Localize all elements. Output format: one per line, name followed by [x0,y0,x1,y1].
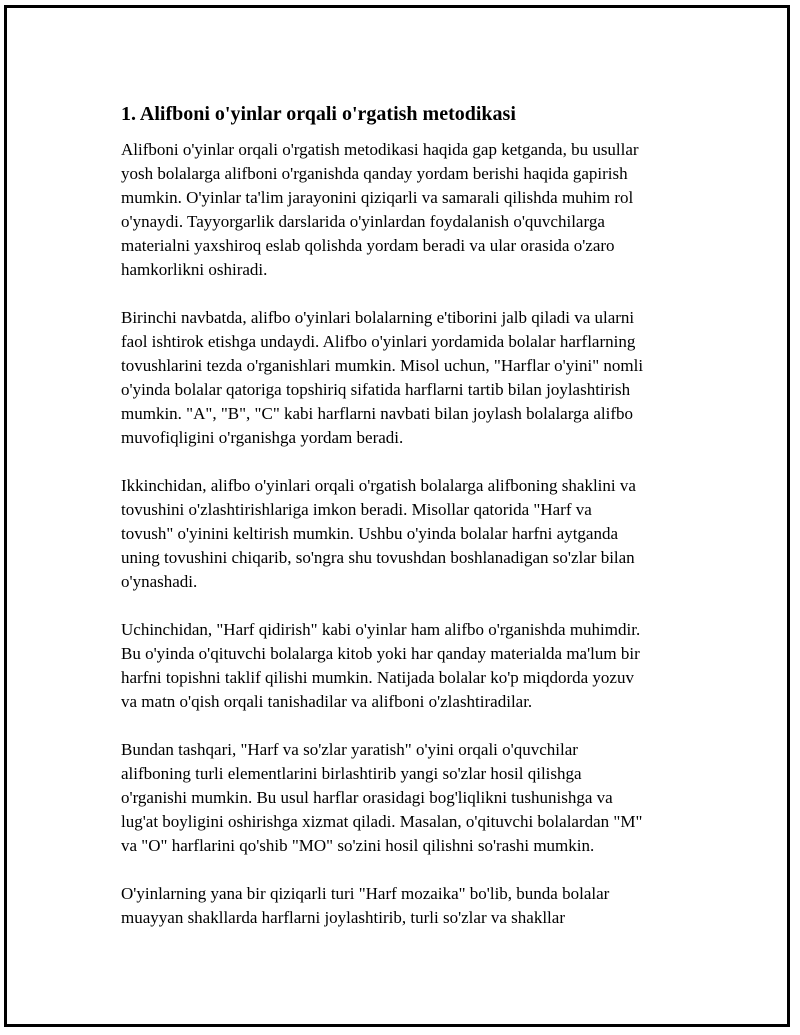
paragraph-3 [121,474,711,594]
text-line: va matn o'qish orqali tanishadilar va alifboni o'zlashtiradilar. [121,692,533,711]
text-line: Bundan tashqari, "Harf va so'zlar yaratish" o'yini orqali o'quvchilar [121,740,578,759]
text-line: Birinchi navbatda, alifbo o'yinlari bolalarning e'tiborini jalb qiladi va ularni [121,308,635,327]
text-line: O'yinlarning yana bir qiziqarli turi "Harf mozaika" bo'lib, bunda bolalar [121,884,610,903]
paragraph-2 [121,306,711,450]
paragraph-1 [121,138,711,282]
text-line: yosh bolalarga alifboni o'rganishda qanday yordam berishi haqida gapirish [121,164,628,183]
text-line: Uchinchidan, "Harf qidirish" kabi o'yinlar ham alifbo o'rganishda muhimdir. [121,620,641,639]
paragraph-5 [121,738,711,858]
text-line: o'ynashadi. [121,572,198,591]
paragraph-6 [121,882,711,930]
text-line: faol ishtirok etishga undaydi. Alifbo o'yinlari yordamida bolalar harflarning [121,332,636,351]
text-line: o'ynaydi. Tayyorgarlik darslarida o'yinlardan foydalanish o'quvchilarga [121,212,605,231]
text-line: o'rganishi mumkin. Bu usul harflar orasidagi bog'liqlikni tushunishga va [121,788,613,807]
text-line: va "O" harflarini qo'shib "MO" so'zini hosil qilishni so'rashi mumkin. [121,836,595,855]
text-line: mumkin. O'yinlar ta'lim jarayonini qiziqarli va samarali qilishda muhim rol [121,188,634,207]
text-line: alifboning turli elementlarini birlashtirib yangi so'zlar hosil qilishga [121,764,582,783]
text-line: muvofiqligini o'rganishga yordam beradi. [121,428,404,447]
text-line: tovushini o'zlashtirishlariga imkon beradi. Misollar qatorida "Harf va [121,500,592,519]
section-heading: 1. Alifboni o'yinlar orqali o'rgatish metodikasi [121,103,516,125]
text-line: uning tovushini chiqarib, so'ngra shu tovushdan boshlanadigan so'zlar bilan [121,548,635,567]
text-line: Bu o'yinda o'qituvchi bolalarga kitob yoki har qanday materialda ma'lum bir [121,644,640,663]
paragraph-4 [121,618,711,714]
text-line: mumkin. "A", "B", "C" kabi harflarni navbati bilan joylash bolalarga alifbo [121,404,634,423]
text-line: tovush" o'yinini keltirish mumkin. Ushbu o'yinda bolalar harfni aytganda [121,524,619,543]
text-line: Alifboni o'yinlar orqali o'rgatish metodikasi haqida gap ketganda, bu usullar [121,140,639,159]
text-line: lug'at boyligini oshirishga xizmat qiladi. Masalan, o'qituvchi bolalardan "M" [121,812,643,831]
document-content [121,102,711,954]
text-line: Ikkinchidan, alifbo o'yinlari orqali o'rgatish bolalarga alifboning shaklini va [121,476,636,495]
text-line: o'yinda bolalar qatoriga topshiriq sifatida harflarni tartib bilan joylashtirish [121,380,631,399]
text-line: materialni yaxshiroq eslab qolishda yordam beradi va ular orasida o'zaro [121,236,615,255]
text-line: tovushlarini tezda o'rganishlari mumkin. Misol uchun, "Harflar o'yini" nomli [121,356,644,375]
document-page [4,5,790,1027]
text-line: harfni topishni taklif qilishi mumkin. Natijada bolalar ko'p miqdorda yozuv [121,668,634,687]
text-line: hamkorlikni oshiradi. [121,260,268,279]
text-line: muayyan shakllarda harflarni joylashtirib, turli so'zlar va shakllar [121,908,565,927]
